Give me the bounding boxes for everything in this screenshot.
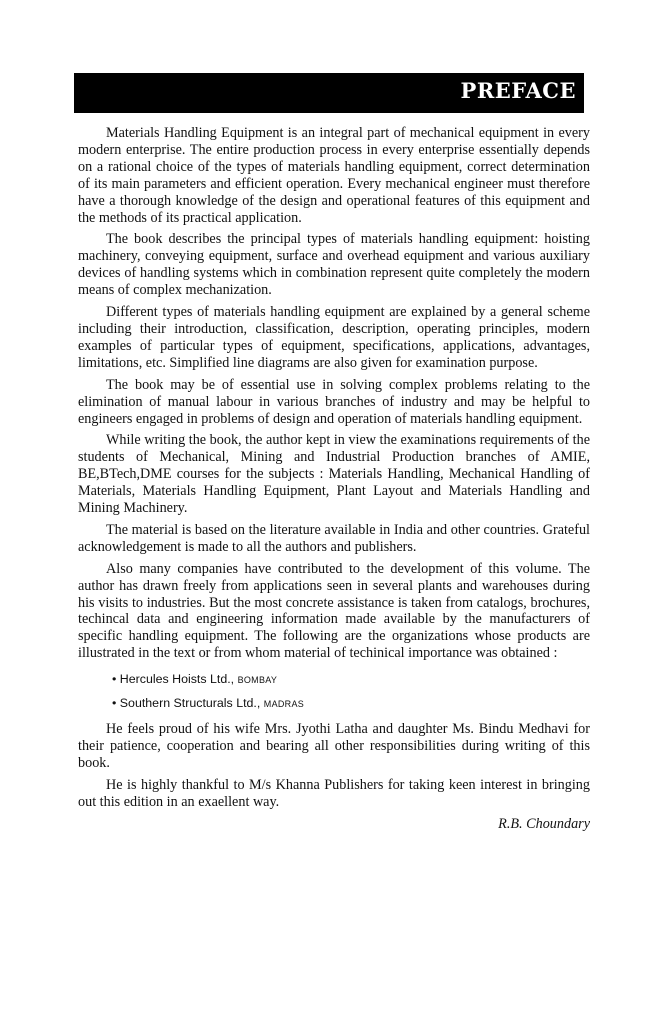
list-item: [112, 672, 590, 688]
organization-city: BOMBAY: [237, 675, 278, 686]
bullet-icon: •: [112, 672, 117, 687]
list-item: [112, 696, 590, 712]
paragraph: Also many companies have contributed to the development of this volume. The author has drawn freely from applications seen in several plants and warehouses during his visits to industries. But the most concrete assistance is taken from catalogs, brochures, techincal data and engineering information made available by the manufacturers of specific handling equipment. The following are the organizations whose products are illustrated in the text or from whom material of techinical importance was obtained :: [78, 560, 590, 662]
paragraph: While writing the book, the author kept in view the examinations requirements of the students of Mechanical, Mining and Industrial Production branches of AMIE, BE,BTech,DME courses for the subjects : Materials Handling, Mechanical Handling of Materials, Materials Handling Equipment, Plant Layout and Materials Handling and Mining Machinery.: [78, 432, 590, 517]
paragraph: The book describes the principal types of materials handling equipment: hoisting machinery, conveying equipment, surface and overhead equipment and various auxiliary devices of handling systems which in combination represent quite completely the modern means of complex mechanization.: [78, 231, 590, 299]
organization-name: Southern Structurals Ltd.,: [119, 696, 261, 711]
paragraph: Different types of materials handling equipment are explained by a general scheme including their introduction, classification, description, operating principles, modern examples of particular types of equipment, specifications, applications, advantages, limitations, etc. Simplified line diagrams are also given for examination purpose.: [78, 304, 590, 371]
author-signature: R.B. Choundary: [498, 815, 590, 832]
paragraph: Materials Handling Equipment is an integral part of mechanical equipment in every modern enterprise. The entire production process in every enterprise essentially depends on a rational choice of the types of materials handling equipment, correct determination of its main parameters and efficient operation. Every mechanical engineer must therefore have a thorough knowledge of the design and operational features of this equipment and the methods of its practical application.: [78, 125, 590, 226]
header-bar: [74, 73, 584, 113]
page-title: PREFACE: [460, 78, 576, 103]
paragraph: The book may be of essential use in solving complex problems relating to the elimination of manual labour in various branches of industry and may be helpful to engineers engaged in problems of design and operation of materials handling equipment.: [78, 376, 590, 427]
organization-city: MADRAS: [263, 699, 305, 710]
organization-name: Hercules Hoists Ltd.,: [119, 672, 235, 687]
organization-list: [78, 672, 590, 712]
paragraph: The material is based on the literature available in India and other countries. Grateful acknowledgement is made to all the authors and publishers.: [78, 521, 590, 555]
paragraph: He feels proud of his wife Mrs. Jyothi Latha and daughter Ms. Bindu Medhavi for their patience, cooperation and bearing all other responsibilities during writing of this book.: [78, 721, 590, 771]
paragraph: He is highly thankful to M/s Khanna Publishers for taking keen interest in bringing out this edition in an exaellent way.: [78, 776, 590, 810]
preface-body: [78, 125, 590, 833]
bullet-icon: •: [112, 696, 117, 711]
